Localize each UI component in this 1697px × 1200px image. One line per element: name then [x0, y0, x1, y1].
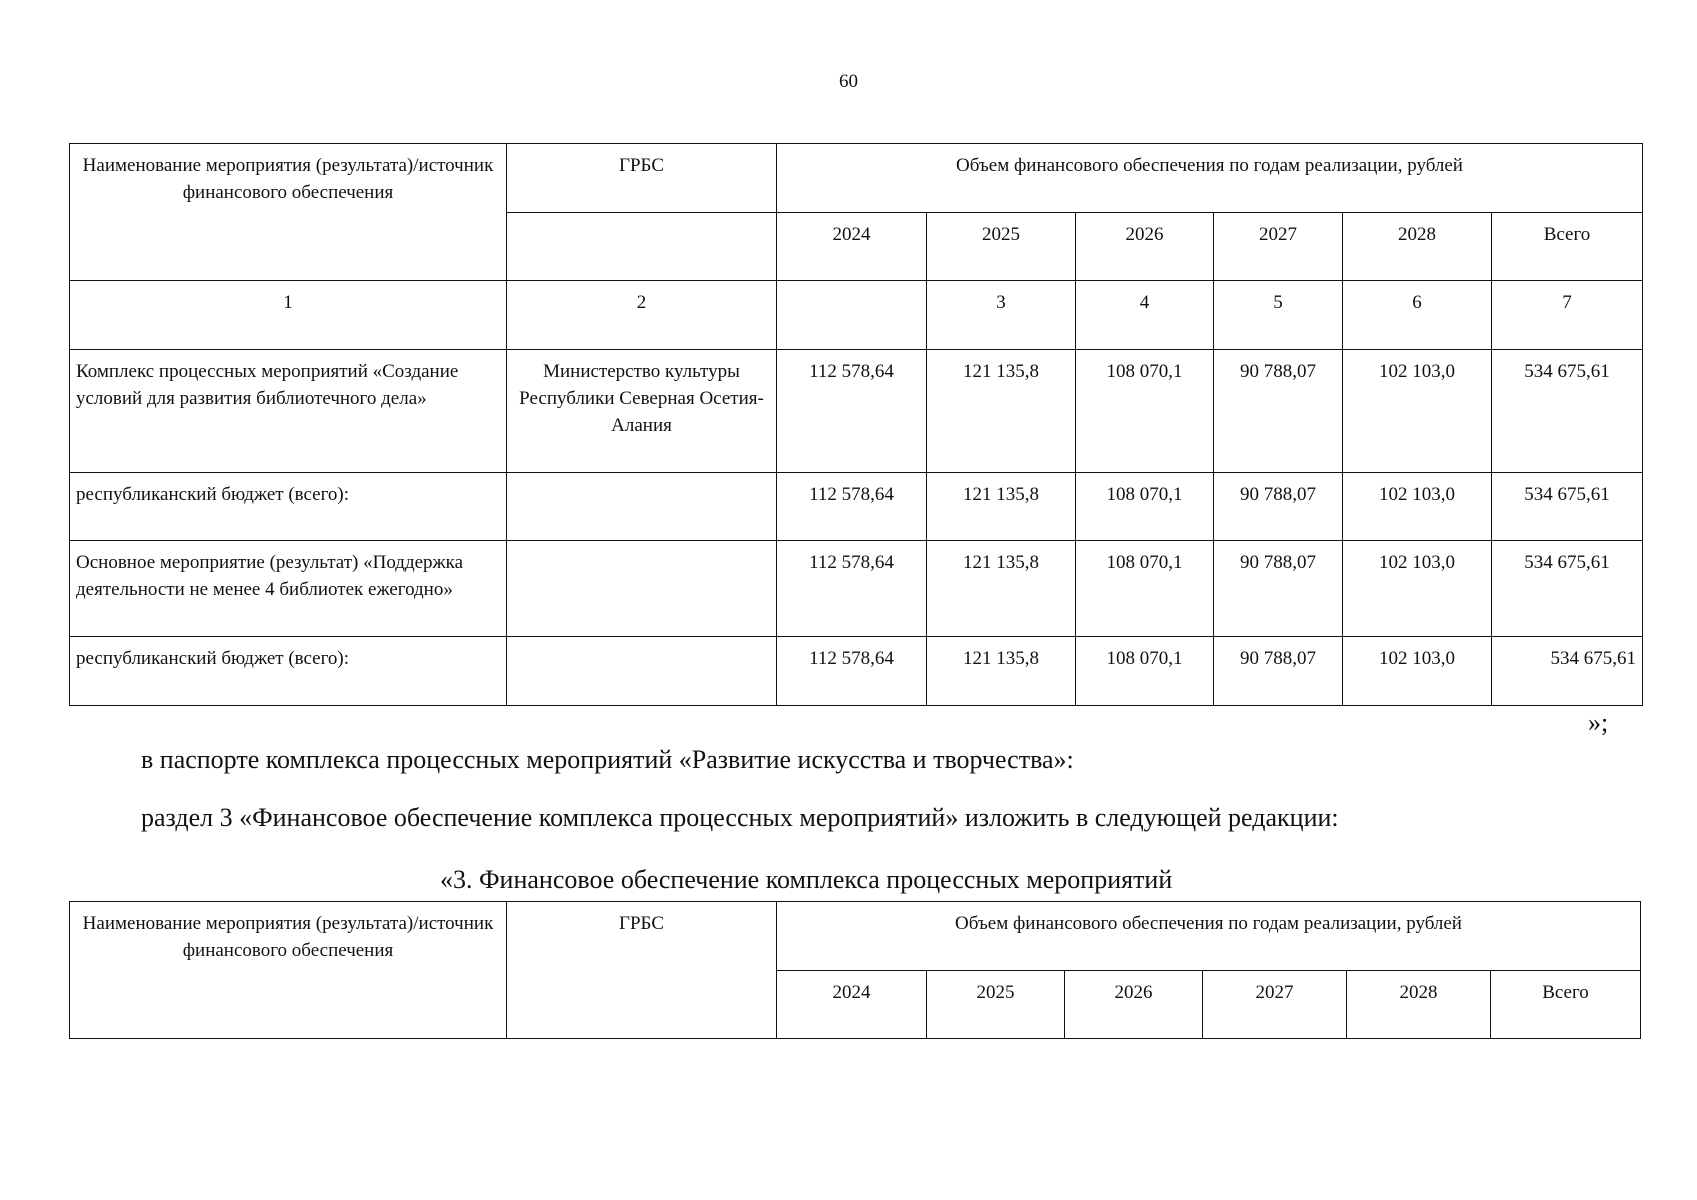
column-number: 1	[70, 281, 507, 350]
column-number: 3	[927, 281, 1076, 350]
value-2025: 121 135,8	[927, 473, 1076, 541]
table-row	[70, 473, 1643, 541]
value-2024: 112 578,64	[777, 350, 927, 473]
row-name: Комплекс процессных мероприятий «Создание условий для развития библиотечного дела»	[70, 350, 507, 473]
closing-quote: »;	[1588, 708, 1609, 737]
header-year-2026: 2026	[1065, 971, 1203, 1039]
value-2028: 102 103,0	[1343, 637, 1492, 706]
header-year-2027: 2027	[1214, 213, 1343, 281]
value-total: 534 675,61	[1492, 350, 1643, 473]
value-2028: 102 103,0	[1343, 541, 1492, 637]
table-header-row	[70, 144, 1643, 213]
column-number: 4	[1076, 281, 1214, 350]
row-name: республиканский бюджет (всего):	[70, 473, 507, 541]
value-2028: 102 103,0	[1343, 473, 1492, 541]
header-year-2026: 2026	[1076, 213, 1214, 281]
value-total: 534 675,61	[1492, 473, 1643, 541]
header-volume: Объем финансового обеспечения по годам реализации, рублей	[777, 902, 1641, 971]
paragraph-section: раздел 3 «Финансовое обеспечение комплекса процессных мероприятий» изложить в следующей редакции:	[141, 803, 1339, 832]
value-2026: 108 070,1	[1076, 541, 1214, 637]
header-year-2028: 2028	[1343, 213, 1492, 281]
header-grbs: ГРБС	[507, 144, 777, 213]
header-grbs: ГРБС	[507, 902, 777, 1039]
value-2025: 121 135,8	[927, 350, 1076, 473]
table-row	[70, 637, 1643, 706]
value-2027: 90 788,07	[1214, 541, 1343, 637]
value-2026: 108 070,1	[1076, 473, 1214, 541]
column-number: 6	[1343, 281, 1492, 350]
value-2028: 102 103,0	[1343, 350, 1492, 473]
table-header-row	[70, 902, 1641, 971]
row-name: республиканский бюджет (всего):	[70, 637, 507, 706]
value-2024: 112 578,64	[777, 541, 927, 637]
row-grbs	[507, 637, 777, 706]
page-number: 60	[839, 71, 858, 92]
row-grbs: Министерство культуры Республики Северная Осетия-Алания	[507, 350, 777, 473]
value-total: 534 675,61	[1492, 637, 1643, 706]
column-number: 5	[1214, 281, 1343, 350]
row-grbs	[507, 541, 777, 637]
value-2025: 121 135,8	[927, 637, 1076, 706]
column-number	[777, 281, 927, 350]
value-2024: 112 578,64	[777, 473, 927, 541]
header-name: Наименование мероприятия (результата)/источник финансового обеспечения	[70, 144, 507, 281]
paragraph-passport: в паспорте комплекса процессных мероприятий «Развитие искусства и творчества»:	[141, 745, 1074, 774]
table-row	[70, 541, 1643, 637]
value-2027: 90 788,07	[1214, 637, 1343, 706]
value-2027: 90 788,07	[1214, 473, 1343, 541]
value-2026: 108 070,1	[1076, 637, 1214, 706]
header-name: Наименование мероприятия (результата)/источник финансового обеспечения	[70, 902, 507, 1039]
header-year-2024: 2024	[777, 213, 927, 281]
value-2025: 121 135,8	[927, 541, 1076, 637]
header-year-2024: 2024	[777, 971, 927, 1039]
column-number: 7	[1492, 281, 1643, 350]
column-numbers-row	[70, 281, 1643, 350]
header-total: Всего	[1491, 971, 1641, 1039]
table-row	[70, 350, 1643, 473]
header-year-2025: 2025	[927, 971, 1065, 1039]
row-grbs	[507, 473, 777, 541]
value-2024: 112 578,64	[777, 637, 927, 706]
financing-table	[69, 143, 1643, 706]
row-name: Основное мероприятие (результат) «Поддержка деятельности не менее 4 библиотек ежегодно»	[70, 541, 507, 637]
header-year-2028: 2028	[1347, 971, 1491, 1039]
column-number: 2	[507, 281, 777, 350]
value-2027: 90 788,07	[1214, 350, 1343, 473]
header-year-2025: 2025	[927, 213, 1076, 281]
header-grbs-empty	[507, 213, 777, 281]
header-year-2027: 2027	[1203, 971, 1347, 1039]
financing-table-2	[69, 901, 1641, 1039]
value-2026: 108 070,1	[1076, 350, 1214, 473]
section-title: «3. Финансовое обеспечение комплекса процессных мероприятий	[440, 865, 1173, 894]
header-total: Всего	[1492, 213, 1643, 281]
value-total: 534 675,61	[1492, 541, 1643, 637]
header-volume: Объем финансового обеспечения по годам реализации, рублей	[777, 144, 1643, 213]
